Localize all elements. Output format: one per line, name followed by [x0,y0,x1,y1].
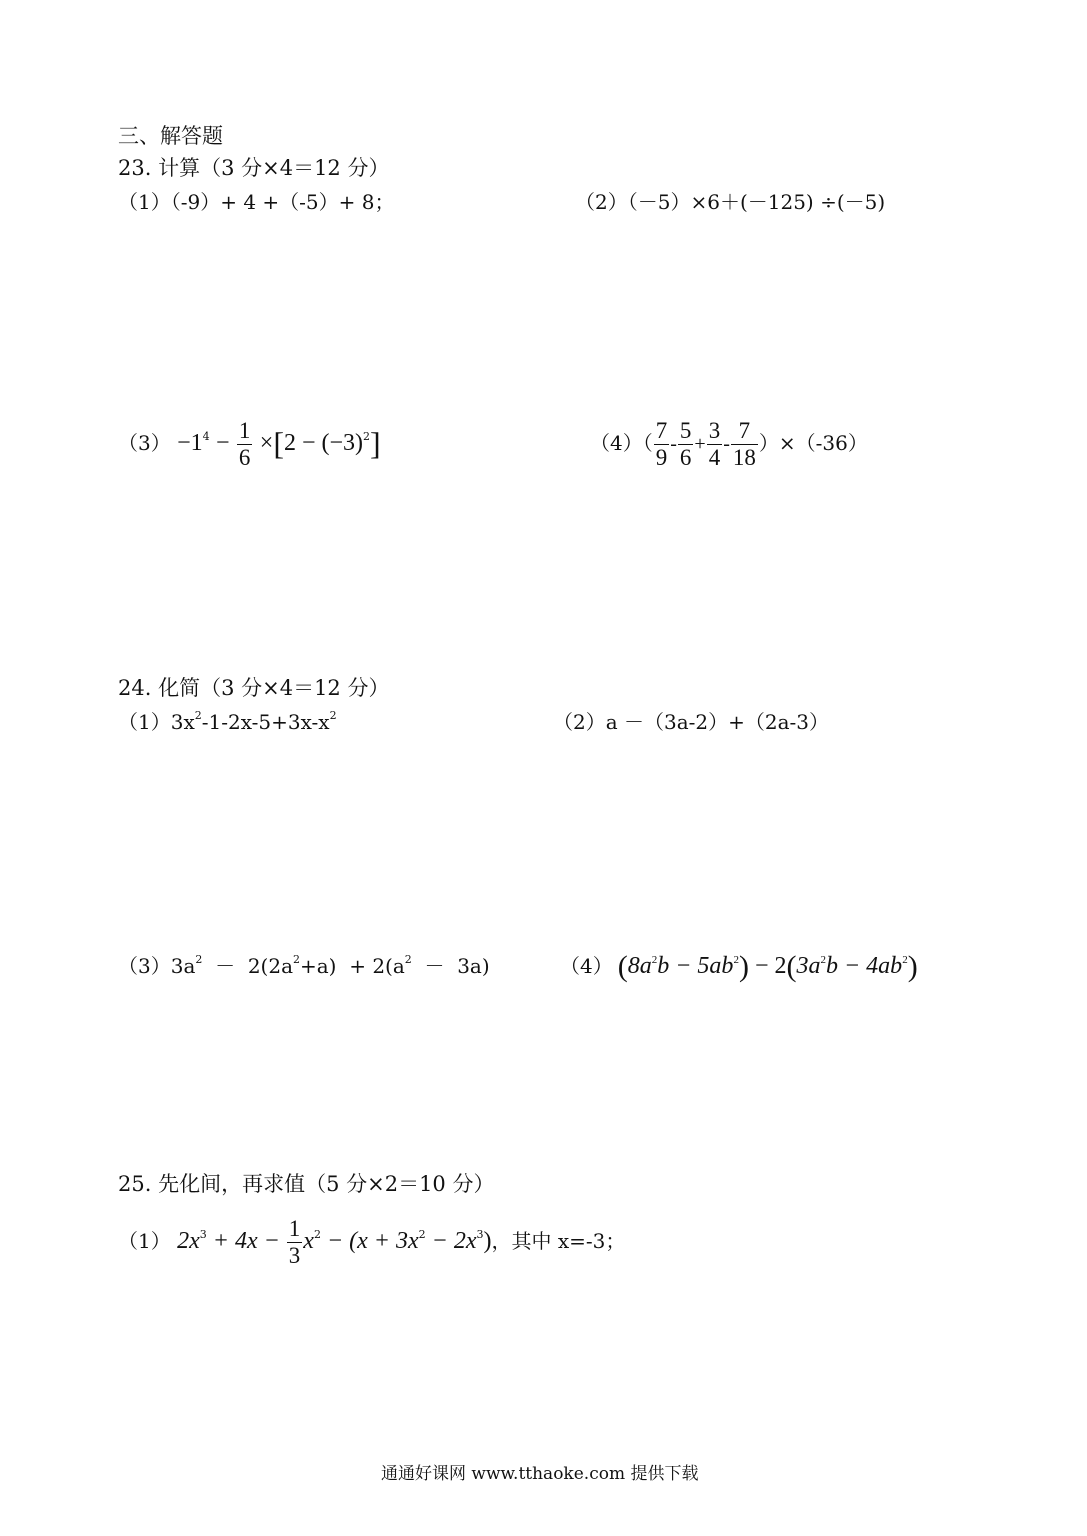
q23-part4-sign-4: - [723,433,730,455]
frac-num: 1 [288,1216,301,1241]
q24-part2 [553,710,829,734]
frac-den: 3 [288,1243,301,1268]
q23-part4 [590,414,868,473]
q23-part4-sign-3: + [694,433,706,455]
q23-part1-label: （1） [118,190,171,214]
exponent: 2 [820,954,826,966]
q23-part3-frac-num: 1 [238,418,251,443]
q24-title: 24. 化简（3 分×4＝12 分） [118,676,390,700]
frac-den: 18 [732,445,756,470]
q24-part4-term-5: b − 4ab [825,953,903,979]
exponent: 2 [733,954,739,966]
q25-part1-term-e: − 2x [425,1228,477,1254]
footer-credit: 通通好课网 www.tthaoke.com 提供下载 [381,1464,699,1484]
exponent: 2 [195,953,203,966]
q24-part3-term-b: － 2(2a [202,954,293,978]
q23-part4-fraction-3 [707,418,723,471]
q25-part1-term-f: ) [483,1228,492,1254]
q23-part1-expr: （-9）+ 4 +（-5）+ 8； [170,190,395,214]
exponent: 2 [404,953,412,966]
q25-part1-term-c: x [303,1228,314,1254]
left-bracket: [ [273,425,284,461]
q23-part1 [118,190,395,214]
left-paren: ( [617,950,628,983]
q24-part3-term-c: +a) + 2(a [300,954,405,978]
q23-part4-tail: ）×（-36） [758,431,868,455]
exponent: 2 [313,1228,321,1241]
frac-num: 3 [708,418,721,443]
q24-part4-term-3: − 2 [748,953,787,979]
q23-part4-fraction-2 [678,418,694,471]
q23-part3-lead-exp: 4 [202,430,210,443]
q25-part1 [118,1212,625,1270]
right-paren: ) [907,950,918,983]
frac-num: 7 [738,418,751,443]
q24-part3 [118,954,490,978]
q24-part4-label: （4） [560,954,613,978]
q23-part4-label: （4）（ [590,431,653,455]
q24-part2-expr: a －（3a-2）+（2a-3） [605,710,830,734]
q24-part1 [118,710,337,734]
q25-part1-fraction [287,1216,303,1269]
q23-part2 [575,190,885,214]
q23-part3-fraction [237,418,253,471]
q24-part1-term-a: 3x [170,710,195,734]
frac-num: 7 [655,418,668,443]
q24-part4-term-4: 3a [796,953,821,979]
exponent: 2 [293,953,300,966]
exponent: 3 [476,1228,484,1241]
q23-part3-minus: − [216,430,230,456]
q24-part4 [560,944,918,989]
exponent: 2 [902,954,908,966]
frac-den: 9 [655,445,668,470]
q24-part4-term-2: b − 5ab [657,953,734,979]
q24-part4-term-1: 8a [627,953,652,979]
q23-part3 [118,414,381,472]
frac-den: 4 [708,445,721,470]
left-paren: ( [786,950,797,983]
section-title: 三、解答题 [118,124,223,148]
q24-part2-label: （2） [553,710,606,734]
exponent: 2 [329,709,337,722]
q23-part2-label: （2） [575,190,628,214]
q23-title: 23. 计算（3 分×4＝12 分） [118,156,390,180]
q23-part4-sign-2: - [670,433,677,455]
exponent: 2 [651,954,658,966]
q25-part1-tail: ，其中 x=-3； [491,1229,626,1253]
exponent: 2 [194,709,202,722]
frac-den: 6 [679,445,692,470]
right-bracket: ] [370,425,381,461]
q23-part3-lead: −1 [177,430,203,456]
q25-part1-term-b: + 4x − [206,1228,286,1254]
exponent: 2 [418,1228,426,1241]
q23-part3-bracket-exp: 2 [363,430,371,443]
q23-part4-fraction-4 [731,418,758,471]
q24-part1-label: （1） [118,710,171,734]
q23-part4-fraction-1 [654,418,670,471]
q25-part1-label: （1） [118,1229,171,1253]
q23-part3-label: （3） [118,431,171,455]
q23-part3-frac-den: 6 [238,445,251,470]
q24-part3-term-d: － 3a) [411,954,490,978]
exponent: 3 [199,1228,207,1241]
q23-part2-expr: （－5）×6＋(－125) ÷(－5) [627,190,886,214]
q24-part3-label: （3） [118,954,171,978]
q24-part1-term-b: -1-2x-5+3x-x [201,710,330,734]
q24-part3-term-a: 3a [170,954,196,978]
right-paren: ) [738,950,749,983]
q25-part1-term-d: − (x + 3x [320,1228,419,1254]
frac-num: 5 [679,418,692,443]
q25-title: 25. 先化间，再求值（5 分×2＝10 分） [118,1172,495,1196]
q23-part3-bracket-body: 2 − (−3) [283,430,364,456]
q25-part1-term-a: 2x [177,1228,200,1254]
q23-part3-times: × [259,430,274,456]
